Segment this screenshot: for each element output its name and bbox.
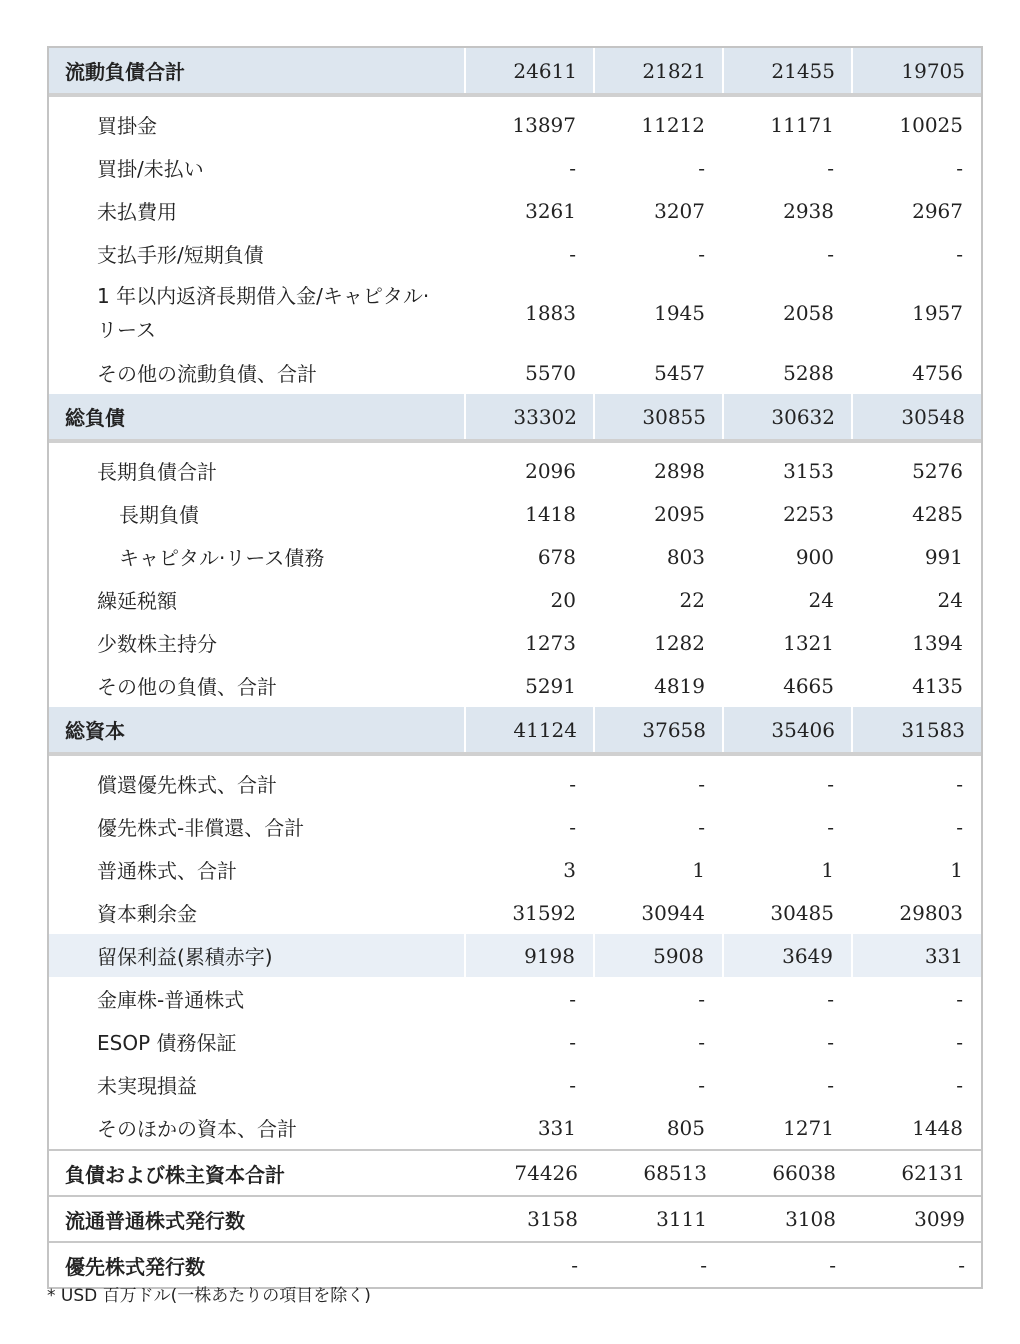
value-cell: 2967 — [912, 198, 963, 223]
value-cell: - — [852, 1242, 981, 1287]
table-row — [49, 891, 981, 934]
value-cell: 30944 — [641, 900, 705, 925]
value-cell: 1 — [692, 857, 705, 882]
value-cell: - — [465, 1242, 594, 1287]
value-cell: 1883 — [525, 301, 576, 325]
row-label: 総資本 — [49, 707, 465, 754]
value-cell: 30632 — [723, 394, 852, 441]
value-cell: 5457 — [654, 360, 705, 385]
row-label: 留保利益(累積赤字) — [49, 934, 465, 977]
value-cell: 803 — [666, 544, 705, 569]
value-cell: 37658 — [594, 707, 723, 754]
value-cell: 30548 — [852, 394, 981, 441]
value-cell: - — [956, 771, 963, 796]
row-label: 資本剰余金 — [97, 902, 197, 926]
value-cell: - — [569, 1029, 576, 1054]
value-cell: 22 — [679, 587, 705, 612]
table-row — [49, 934, 981, 977]
value-cell: 20 — [550, 587, 576, 612]
value-cell: - — [956, 241, 963, 266]
value-cell: 4285 — [912, 501, 963, 526]
value-cell: 31592 — [512, 900, 576, 925]
value-cell: 5908 — [594, 934, 723, 977]
value-cell: - — [827, 1072, 834, 1097]
value-cell: 30485 — [770, 900, 834, 925]
value-cell: - — [698, 1072, 705, 1097]
value-cell: 2253 — [783, 501, 834, 526]
table-row — [49, 848, 981, 891]
table-row — [49, 1063, 981, 1106]
table-row — [49, 95, 981, 146]
value-cell: 1394 — [912, 630, 963, 655]
value-cell: 1273 — [525, 630, 576, 655]
value-cell: 21821 — [594, 48, 723, 95]
value-cell: - — [569, 771, 576, 796]
total-row — [49, 1150, 981, 1196]
row-label: 総負債 — [49, 394, 465, 441]
row-label: 買掛金 — [97, 114, 157, 138]
value-cell: - — [698, 241, 705, 266]
value-cell: 4135 — [912, 673, 963, 698]
row-label: 優先株式-非償還、合計 — [97, 816, 305, 840]
row-label: 支払手形/短期負債 — [97, 243, 264, 267]
value-cell: 11212 — [641, 112, 705, 137]
value-cell: - — [569, 814, 576, 839]
table-row — [49, 275, 981, 351]
value-cell: - — [698, 986, 705, 1011]
table-row — [49, 977, 981, 1020]
value-cell: 2898 — [654, 458, 705, 483]
table-row — [49, 1106, 981, 1150]
table-row — [49, 492, 981, 535]
row-label: 金庫株-普通株式 — [97, 988, 245, 1012]
value-cell: 3 — [563, 857, 576, 882]
value-cell: 24 — [808, 587, 834, 612]
value-cell: 3099 — [852, 1196, 981, 1242]
value-cell: 74426 — [465, 1150, 594, 1196]
value-cell: 66038 — [723, 1150, 852, 1196]
value-cell: 3111 — [594, 1196, 723, 1242]
row-label: 未実現損益 — [97, 1074, 197, 1098]
row-label: 流通普通株式発行数 — [49, 1196, 465, 1242]
value-cell: - — [569, 155, 576, 180]
value-cell: 19705 — [852, 48, 981, 95]
value-cell: 1282 — [654, 630, 705, 655]
table-row — [49, 535, 981, 578]
table-row — [49, 232, 981, 275]
value-cell: 331 — [852, 934, 981, 977]
value-cell: - — [956, 155, 963, 180]
value-cell: 41124 — [465, 707, 594, 754]
value-cell: - — [569, 986, 576, 1011]
value-cell: - — [956, 1029, 963, 1054]
value-cell: - — [956, 986, 963, 1011]
value-cell: 3158 — [465, 1196, 594, 1242]
table-row — [49, 664, 981, 707]
value-cell: - — [594, 1242, 723, 1287]
row-label: 優先株式発行数 — [49, 1242, 465, 1287]
value-cell: 1945 — [654, 301, 705, 325]
value-cell: 62131 — [852, 1150, 981, 1196]
value-cell: 1 — [821, 857, 834, 882]
value-cell: 4819 — [654, 673, 705, 698]
value-cell: 5570 — [525, 360, 576, 385]
value-cell: 1321 — [783, 630, 834, 655]
row-label: その他の負債、合計 — [97, 675, 277, 699]
value-cell: 9198 — [465, 934, 594, 977]
value-cell: 3108 — [723, 1196, 852, 1242]
table-row — [49, 754, 981, 805]
value-cell: - — [956, 1072, 963, 1097]
value-cell: 1 — [950, 857, 963, 882]
table-row — [49, 146, 981, 189]
value-cell: - — [956, 814, 963, 839]
section-row — [49, 707, 981, 754]
table-row — [49, 351, 981, 394]
value-cell: - — [723, 1242, 852, 1287]
value-cell: - — [827, 814, 834, 839]
balance-sheet-table — [47, 46, 983, 1289]
table-row — [49, 189, 981, 232]
footnote: * USD 百万ドル(一株あたりの項目を除く) — [47, 1286, 371, 1306]
value-cell: 2096 — [525, 458, 576, 483]
value-cell: - — [698, 771, 705, 796]
value-cell: 68513 — [594, 1150, 723, 1196]
value-cell: 3261 — [525, 198, 576, 223]
value-cell: 991 — [924, 544, 963, 569]
value-cell: - — [827, 1029, 834, 1054]
value-cell: 5291 — [525, 673, 576, 698]
section-row — [49, 48, 981, 95]
value-cell: - — [827, 241, 834, 266]
total-row — [49, 1196, 981, 1242]
row-label: その他の流動負債、合計 — [97, 362, 317, 386]
value-cell: - — [569, 1072, 576, 1097]
row-label: そのほかの資本、合計 — [97, 1117, 297, 1141]
value-cell: 805 — [666, 1115, 705, 1140]
table-row — [49, 805, 981, 848]
value-cell: 31583 — [852, 707, 981, 754]
table-row — [49, 621, 981, 664]
value-cell: 21455 — [723, 48, 852, 95]
row-label: 買掛/未払い — [97, 157, 204, 181]
table-row — [49, 441, 981, 492]
value-cell: 11171 — [770, 112, 834, 137]
table-row — [49, 1020, 981, 1063]
row-label: 繰延税額 — [97, 589, 177, 613]
value-cell: 1271 — [783, 1115, 834, 1140]
row-label: キャピタル·リース債務 — [119, 546, 325, 570]
value-cell: 4756 — [912, 360, 963, 385]
value-cell: - — [698, 1029, 705, 1054]
row-label: 長期負債合計 — [97, 460, 217, 484]
value-cell: 29803 — [899, 900, 963, 925]
value-cell: - — [698, 814, 705, 839]
value-cell: 5288 — [783, 360, 834, 385]
value-cell: 4665 — [783, 673, 834, 698]
value-cell: 3649 — [723, 934, 852, 977]
value-cell: - — [827, 986, 834, 1011]
value-cell: 331 — [537, 1115, 576, 1140]
value-cell: 3207 — [654, 198, 705, 223]
value-cell: 5276 — [912, 458, 963, 483]
row-label: 償還優先株式、合計 — [97, 773, 277, 797]
value-cell: 2058 — [783, 301, 834, 325]
value-cell: - — [569, 241, 576, 266]
value-cell: 24 — [937, 587, 963, 612]
value-cell: 1957 — [912, 301, 963, 325]
value-cell: - — [827, 771, 834, 796]
value-cell: 1418 — [525, 501, 576, 526]
table-body — [49, 48, 981, 1287]
row-label: ESOP 債務保証 — [97, 1031, 237, 1055]
value-cell: 2938 — [783, 198, 834, 223]
value-cell: - — [698, 155, 705, 180]
value-cell: 900 — [795, 544, 834, 569]
value-cell: 10025 — [899, 112, 963, 137]
row-label: 普通株式、合計 — [97, 859, 237, 883]
row-label: 1 年以内返済長期借入金/キャピタル·リース — [97, 284, 430, 342]
row-label: 未払費用 — [97, 200, 177, 224]
value-cell: 35406 — [723, 707, 852, 754]
value-cell: 13897 — [512, 112, 576, 137]
row-label: 流動負債合計 — [49, 48, 465, 95]
value-cell: - — [827, 155, 834, 180]
row-label: 長期負債 — [119, 503, 199, 527]
value-cell: 24611 — [465, 48, 594, 95]
value-cell: 2095 — [654, 501, 705, 526]
section-row — [49, 394, 981, 441]
value-cell: 1448 — [912, 1115, 963, 1140]
value-cell: 3153 — [783, 458, 834, 483]
row-label: 負債および株主資本合計 — [49, 1150, 465, 1196]
value-cell: 678 — [537, 544, 576, 569]
value-cell: 33302 — [465, 394, 594, 441]
value-cell: 30855 — [594, 394, 723, 441]
table-row — [49, 578, 981, 621]
row-label: 少数株主持分 — [97, 632, 217, 656]
